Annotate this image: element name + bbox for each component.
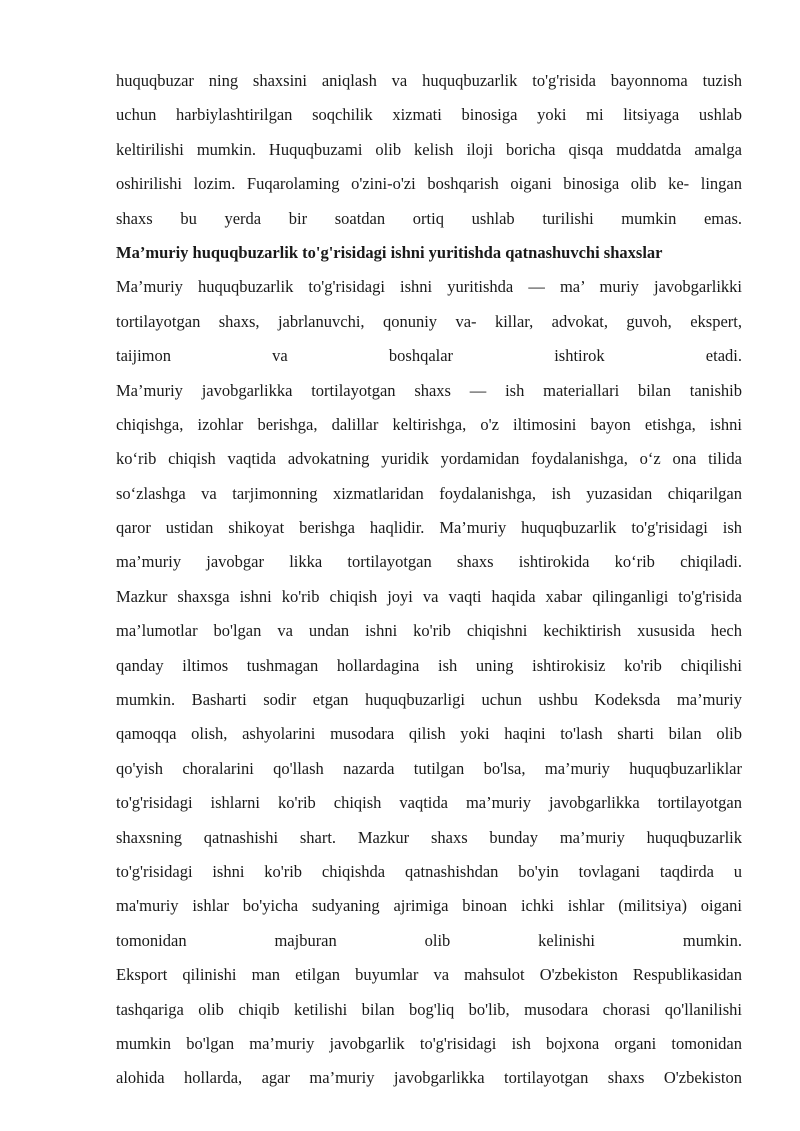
- text-line: uchun harbiylashtirilgan soqchilik xizmati binosiga yoki mi litsiyaga ushlab: [116, 105, 742, 125]
- text-line: qo'yish choralarini qo'llash nazarda tutilgan bo'lsa, ma’muriy huquqbuzarliklar: [116, 758, 742, 778]
- text-line: mumkin. Basharti sodir etgan huquqbuzarligi uchun ushbu Kodeksda ma’muriy: [116, 690, 742, 710]
- text-line: keltirilishi mumkin. Huquqbuzami olib kelish iloji boricha qisqa muddatda amalga: [116, 139, 742, 159]
- text-line: oshirilishi lozim. Fuqarolaming o'zini-o'zi boshqarish oigani binosiga olib ke- lingan: [116, 174, 742, 194]
- text-line: so‘zlashga va tarjimonning xizmatlaridan foydalanishga, ish yuzasidan chiqarilgan: [116, 483, 742, 503]
- text-line: to'g'risidagi ishni ko'rib chiqishda qatnashishdan bo'yin tovlagani taqdirda u: [116, 861, 742, 881]
- text-line: qanday iltimos tushmagan hollardagina ish uning ishtirokisiz ko'rib chiqilishi: [116, 655, 742, 675]
- text-line: to'g'risidagi ishlarni ko'rib chiqish vaqtida ma’muriy javobgarlikka tortilayotgan: [116, 793, 742, 813]
- text-line: taijimon va boshqalar ishtirok etadi.: [116, 346, 742, 366]
- text-line: tashqariga olib chiqib ketilishi bilan bog'liq bo'lib, musodara chorasi qo'llanilishi: [116, 999, 742, 1019]
- document-page: [116, 64, 742, 1096]
- text-line: tortilayotgan shaxs, jabrlanuvchi, qonuniy va- killar, advokat, guvoh, ekspert,: [116, 311, 742, 331]
- text-line: ma'muriy ishlar bo'yicha sudyaning ajrimiga binoan ichki ishlar (militsiya) oigani: [116, 896, 742, 916]
- text-line: alohida hollarda, agar ma’muriy javobgarlikka tortilayotgan shaxs O'zbekiston: [116, 1068, 742, 1088]
- text-line: Ma’muriy javobgarlikka tortilayotgan shaxs — ish materiallari bilan tanishib: [116, 380, 742, 400]
- text-line: qaror ustidan shikoyat berishga haqlidir. Ma’muriy huquqbuzarlik to'g'risidagi ish: [116, 518, 742, 538]
- text-line: tomonidan majburan olib kelinishi mumkin.: [116, 930, 742, 950]
- text-line: shaxs bu yerda bir soatdan ortiq ushlab turilishi mumkin emas.: [116, 208, 742, 228]
- section-heading: Ma’muriy huquqbuzarlik to'g'risidagi ishni yuritishda qatnashuvchi shaxslar: [116, 242, 663, 262]
- text-line: Mazkur shaxsga ishni ko'rib chiqish joyi va vaqti haqida xabar qilinganligi to'g'risida: [116, 586, 742, 606]
- text-line: qamoqqa olish, ashyolarini musodara qilish yoki haqini to'lash sharti bilan olib: [116, 724, 742, 744]
- text-line: Ma’muriy huquqbuzarlik to'g'risidagi ishni yuritishda — ma’ muriy javobgarlikki: [116, 277, 742, 297]
- text-line: ko‘rib chiqish vaqtida advokatning yuridik yordamidan foydalanishga, o‘z ona tilida: [116, 449, 742, 469]
- text-line: chiqishga, izohlar berishga, dalillar keltirishga, o'z iltimosini bayon etishga, ishni: [116, 414, 742, 434]
- text-line: huquqbuzar ning shaxsini aniqlash va huquqbuzarlik to'g'risida bayonnoma tuzish: [116, 71, 742, 90]
- text-line: Eksport qilinishi man etilgan buyumlar va mahsulot O'zbekiston Respublikasidan: [116, 965, 742, 985]
- text-line: ma’lumotlar bo'lgan va undan ishni ko'rib chiqishni kechiktirish xususida hech: [116, 621, 742, 641]
- text-line: ma’muriy javobgar likka tortilayotgan shaxs ishtirokida ko‘rib chiqiladi.: [116, 552, 742, 572]
- text-line: mumkin bo'lgan ma’muriy javobgarlik to'g'risidagi ish bojxona organi tomonidan: [116, 1033, 742, 1053]
- text-line: shaxsning qatnashishi shart. Mazkur shaxs bunday ma’muriy huquqbuzarlik: [116, 827, 742, 847]
